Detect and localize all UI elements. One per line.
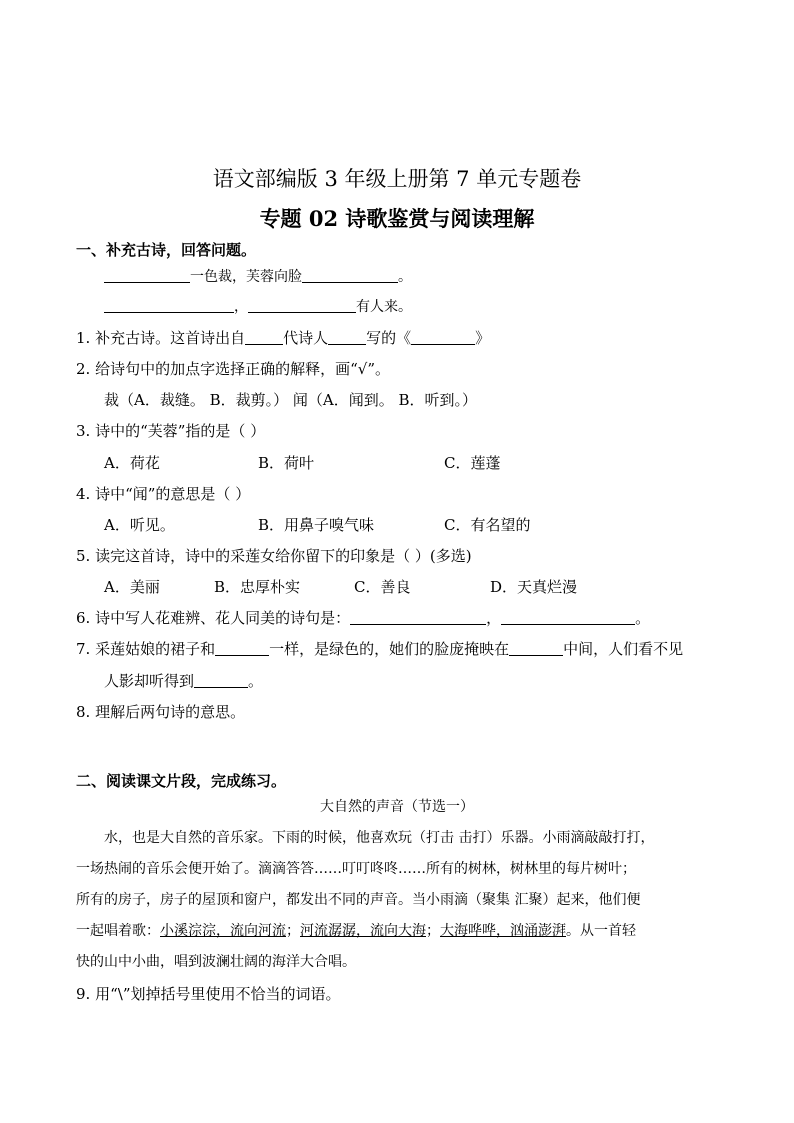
- question-4: [76, 483, 250, 504]
- passage-text: 一起唱着歌：: [76, 923, 160, 939]
- question-number: 6.: [76, 609, 91, 627]
- passage-text: 。从一首轻: [566, 923, 636, 939]
- question-text: 采莲姑娘的裙子和: [95, 640, 216, 658]
- section2-heading: 二、阅读课文片段，完成练习。: [76, 772, 287, 790]
- answer-blank[interactable]: [194, 672, 248, 688]
- question-text: 理解后两句诗的意思。: [95, 703, 246, 721]
- underlined-text: 小溪淙淙，流向河流: [160, 923, 286, 939]
- poem-line-1: [104, 266, 412, 286]
- answer-blank[interactable]: [328, 329, 366, 345]
- answer-blank[interactable]: [245, 329, 283, 345]
- question-text: 给诗句中的加点字选择正确的解释，画“√”。: [95, 360, 390, 378]
- question-7: [76, 638, 683, 659]
- document-title: 语文部编版 3 年级上册第 7 单元专题卷: [212, 167, 582, 191]
- underlined-text: 大海哗哗，汹涌澎湃: [440, 923, 566, 939]
- question-2-options: 裁（A．裁缝。 B．裁剪。） 闻（A．闻到。 B．听到。）: [104, 391, 478, 409]
- question-7-cont: [104, 670, 263, 691]
- question-1: [76, 327, 490, 348]
- section1-heading: 一、补充古诗，回答问题。: [76, 241, 257, 259]
- answer-blank[interactable]: [509, 640, 563, 656]
- question-number: 2.: [76, 360, 91, 378]
- option-5c[interactable]: C．善良: [354, 578, 411, 596]
- question-number: 7.: [76, 640, 91, 658]
- underlined-text: 河流潺潺，流向大海: [300, 923, 426, 939]
- question-5: [76, 545, 472, 566]
- option-5d[interactable]: D．天真烂漫: [490, 578, 578, 596]
- answer-blank[interactable]: [104, 267, 190, 283]
- passage-line: 快的山中小曲，唱到波澜壮阔的海洋大合唱。: [76, 954, 356, 970]
- poem-text: ，: [234, 299, 248, 315]
- question-number: 1.: [76, 329, 91, 347]
- question-number: 3.: [76, 422, 91, 440]
- answer-blank[interactable]: [248, 297, 356, 313]
- question-text: 》: [475, 329, 491, 347]
- option-5b[interactable]: B．忠厚朴实: [214, 578, 301, 596]
- question-text: 。: [248, 672, 264, 690]
- option-3c[interactable]: C．莲蓬: [444, 454, 501, 472]
- poem-line-2: [104, 296, 412, 316]
- question-6: [76, 607, 650, 628]
- passage-line: 水，也是大自然的音乐家。下雨的时候，他喜欢玩（打击 击打）乐器。小雨滴敲敲打打，: [104, 830, 655, 846]
- document-subtitle: 专题 02 诗歌鉴赏与阅读理解: [259, 206, 535, 231]
- question-number: 8.: [76, 703, 91, 721]
- question-text: 代诗人: [283, 329, 329, 347]
- passage-title: 大自然的声音（节选一）: [320, 799, 474, 815]
- question-number: 5.: [76, 547, 91, 565]
- passage-line: 一场热闹的音乐会便开始了。滴滴答答……叮叮咚咚……所有的树林，树林里的每片树叶；: [76, 861, 636, 877]
- question-text: 一样，是绿色的，她们的脸庞掩映在: [269, 640, 510, 658]
- question-text: 人影却听得到: [104, 672, 195, 690]
- poem-text: 一色裁，芙蓉向脸: [190, 269, 302, 285]
- passage-line: 所有的房子，房子的屋顶和窗户，都发出不同的声音。当小雨滴（聚集 汇聚）起来，他们便: [76, 892, 641, 908]
- question-text: 用“\”划掉括号里使用不恰当的词语。: [95, 985, 341, 1003]
- poem-text: 。: [398, 269, 412, 285]
- question-text: ，: [486, 609, 502, 627]
- answer-blank[interactable]: [302, 267, 398, 283]
- question-number: 4.: [76, 485, 91, 503]
- passage-text: ；: [426, 923, 440, 939]
- question-text: 中间，人们看不见: [563, 640, 684, 658]
- option-4a[interactable]: A．听见。: [104, 516, 175, 534]
- question-text: 诗中“闻”的意思是（ ）: [95, 485, 251, 503]
- question-text: 诗中的“芙蓉”指的是（ ）: [95, 422, 266, 440]
- option-5a[interactable]: A．美丽: [104, 578, 160, 596]
- question-text: 诗中写人花难辨、花人同美的诗句是：: [95, 609, 351, 627]
- question-3: [76, 420, 265, 441]
- question-text: 。: [635, 609, 651, 627]
- question-2: [76, 358, 390, 379]
- question-9: [76, 983, 341, 1004]
- question-text: 读完这首诗，诗中的采莲女给你留下的印象是（ ）(多选): [95, 547, 472, 565]
- question-number: 9.: [76, 985, 91, 1003]
- poem-text: 有人来。: [356, 299, 412, 315]
- answer-blank[interactable]: [350, 609, 486, 625]
- option-4b[interactable]: B．用鼻子嗅气味: [258, 516, 375, 534]
- question-8: [76, 701, 245, 722]
- option-3b[interactable]: B．荷叶: [258, 454, 315, 472]
- passage-line: [76, 920, 726, 940]
- question-text: 补充古诗。这首诗出自: [95, 329, 246, 347]
- answer-blank[interactable]: [215, 640, 269, 656]
- option-4c[interactable]: C．有名望的: [444, 516, 531, 534]
- passage-text: ；: [286, 923, 300, 939]
- answer-blank[interactable]: [501, 609, 635, 625]
- option-3a[interactable]: A．荷花: [104, 454, 160, 472]
- answer-blank[interactable]: [411, 329, 475, 345]
- answer-blank[interactable]: [104, 297, 234, 313]
- question-text: 写的《: [366, 329, 412, 347]
